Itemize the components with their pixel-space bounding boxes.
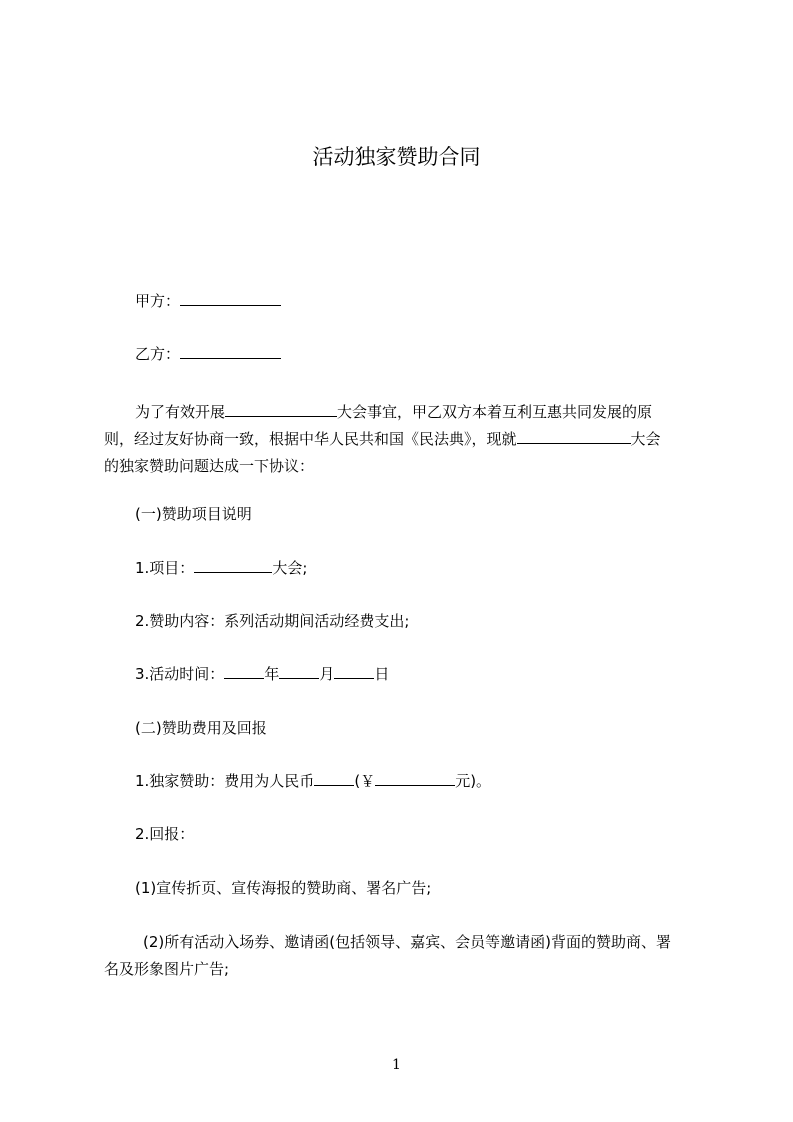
year-blank bbox=[224, 665, 264, 679]
section-2-item-1 bbox=[135, 772, 735, 790]
party-a-line bbox=[135, 292, 735, 310]
item-text: 大会; bbox=[272, 559, 308, 577]
intro-text: 大会 bbox=[630, 430, 661, 448]
item-text: (￥ bbox=[354, 772, 376, 790]
day-label: 日 bbox=[374, 665, 390, 683]
document-title: 活动独家赞助合同 bbox=[312, 145, 481, 169]
intro-line-2 bbox=[104, 426, 704, 453]
section-2-heading: (二)赞助费用及回报 bbox=[135, 719, 267, 737]
section-2-sub-2-line-1: (2)所有活动入场券、邀请函(包括领导、嘉宾、会员等邀请函)背面的赞助商、署 bbox=[143, 933, 671, 951]
intro-text: 大会事宜，甲乙双方本着互利互惠共同发展的原 bbox=[337, 403, 653, 421]
event-name-blank bbox=[225, 403, 337, 417]
item-text: 元)。 bbox=[455, 772, 492, 790]
intro-text: 则，经过友好协商一致，根据中华人民共和国《民法典》，现就 bbox=[104, 430, 517, 448]
year-label: 年 bbox=[264, 665, 280, 683]
section-2-sub-1: (1)宣传折页、宣传海报的赞助商、署名广告; bbox=[135, 879, 432, 897]
section-1-heading: (一)赞助项目说明 bbox=[135, 505, 252, 523]
party-a-blank bbox=[180, 292, 281, 306]
amount-words-blank bbox=[314, 772, 354, 786]
amount-number-blank bbox=[375, 772, 455, 786]
section-2-sub-2-line-2: 名及形象图片广告; bbox=[104, 960, 230, 978]
section-1-item-2: 2.赞助内容：系列活动期间活动经费支出; bbox=[135, 612, 410, 630]
day-blank bbox=[334, 665, 374, 679]
month-label: 月 bbox=[319, 665, 335, 683]
intro-text: 为了有效开展 bbox=[135, 403, 226, 421]
item-text: 3.活动时间： bbox=[135, 665, 225, 683]
project-blank bbox=[194, 559, 272, 573]
month-blank bbox=[279, 665, 319, 679]
section-1-item-3 bbox=[135, 665, 735, 683]
party-a-label: 甲方： bbox=[135, 292, 181, 310]
intro-line-3: 的独家赞助问题达成一下协议： bbox=[104, 457, 315, 475]
event-name-blank-2 bbox=[517, 430, 631, 444]
party-b-line bbox=[135, 345, 735, 363]
party-b-label: 乙方： bbox=[135, 345, 181, 363]
party-b-blank bbox=[180, 345, 281, 359]
section-1-item-1 bbox=[135, 559, 735, 577]
page-number: 1 bbox=[392, 1057, 401, 1073]
item-text: 1.独家赞助：费用为人民币 bbox=[135, 772, 315, 790]
section-2-item-2: 2.回报： bbox=[135, 825, 195, 843]
intro-line-1 bbox=[104, 399, 704, 426]
intro-paragraph bbox=[104, 399, 704, 480]
item-text: 1.项目： bbox=[135, 559, 195, 577]
